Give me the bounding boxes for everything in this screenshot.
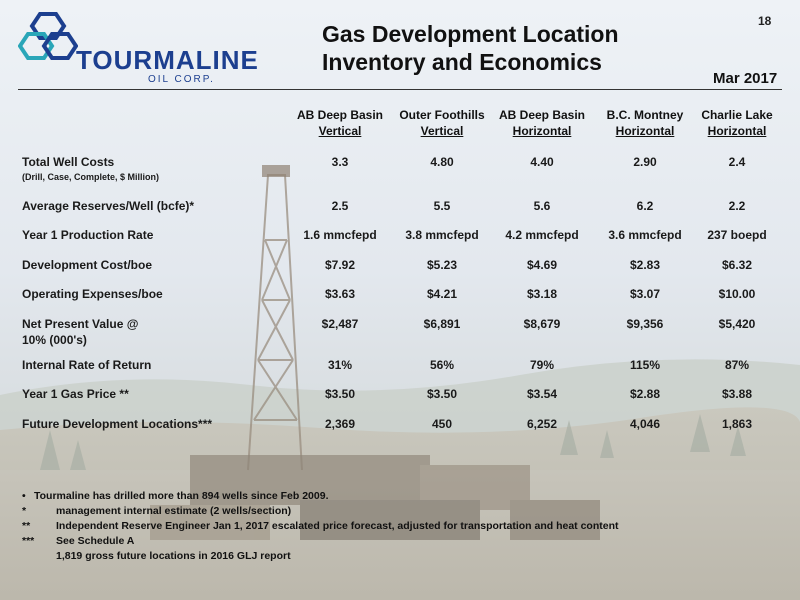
table-cell: 5.5 <box>433 199 451 213</box>
table-cell: $6,891 <box>423 317 461 331</box>
row-label: Internal Rate of Return <box>22 358 152 372</box>
table-row <box>22 286 782 316</box>
table-cell: $5.23 <box>426 258 458 272</box>
table-cell: 4.2 mmcfepd <box>505 228 579 242</box>
table-cell: 4.80 <box>430 155 454 169</box>
table-cell: $3.07 <box>629 287 661 301</box>
table-cell: 1.6 mmcfepd <box>303 228 377 242</box>
date-label: Mar 2017 <box>713 70 778 87</box>
table-cell: 87% <box>724 358 750 372</box>
table-cell: $3.88 <box>721 387 753 401</box>
footnote-text: Independent Reserve Engineer Jan 1, 2017 escalated price forecast, adjusted for transportation and heat content <box>56 520 619 532</box>
footnote-text: 1,819 gross future locations in 2016 GLJ report <box>56 550 291 562</box>
row-label: Average Reserves/Well (bcfe)* <box>22 199 195 213</box>
row-label-text: Total Well Costs <box>22 155 115 169</box>
column-header-line1: Outer Foothills <box>399 108 485 122</box>
table-cell: 3.8 mmcfepd <box>405 228 479 242</box>
table-cell: $6.32 <box>721 258 753 272</box>
column-header-line2: Horizontal <box>615 124 675 138</box>
row-label: Year 1 Production Rate <box>22 228 154 242</box>
row-label <box>22 154 159 184</box>
table-cell: 2,369 <box>324 417 356 431</box>
column-header-line2: Vertical <box>420 124 464 138</box>
table-cell: 2.5 <box>331 199 349 213</box>
table-cell: 237 boepd <box>707 228 767 242</box>
table-cell: 4,046 <box>629 417 661 431</box>
column-header-ab-deep-basin-vertical <box>290 107 390 139</box>
table-cell: $5,420 <box>718 317 756 331</box>
table-cell: 3.3 <box>331 155 349 169</box>
table-cell: $4.21 <box>426 287 458 301</box>
bullet-icon: • <box>22 490 26 502</box>
table-cell: 4.40 <box>530 155 554 169</box>
row-label: Year 1 Gas Price ** <box>22 387 129 401</box>
table-cell: 31% <box>327 358 353 372</box>
footnote-text: Tourmaline has drilled more than 894 wells since Feb 2009. <box>34 490 329 502</box>
footnote-1 <box>22 504 782 519</box>
column-header-line2: Horizontal <box>707 124 767 138</box>
title-line-1: Gas Development Location <box>322 21 619 47</box>
footnote-mark: * <box>22 505 27 517</box>
footnote-3-continued <box>22 549 782 564</box>
table-row <box>22 316 782 346</box>
row-label: Future Development Locations*** <box>22 417 213 431</box>
table-row <box>22 416 782 446</box>
title-line-2: Inventory and Economics <box>322 49 602 75</box>
table-cell: $2.88 <box>629 387 661 401</box>
table-cell: 450 <box>431 417 453 431</box>
table-cell: 1,863 <box>721 417 753 431</box>
table-cell: $2.83 <box>629 258 661 272</box>
column-header-line1: AB Deep Basin <box>296 108 384 122</box>
table-row <box>22 198 782 228</box>
column-header-line1: B.C. Montney <box>606 108 684 122</box>
footnote-bullet <box>22 489 782 504</box>
footnote-text: management internal estimate (2 wells/section) <box>56 505 292 517</box>
footnote-mark: *** <box>22 535 35 547</box>
company-subtitle: OIL CORP. <box>148 74 215 85</box>
column-header-charlie-lake-horizontal <box>687 107 787 139</box>
column-header-outer-foothills-vertical <box>392 107 492 139</box>
table-cell: $9,356 <box>626 317 664 331</box>
column-header-bc-montney-horizontal <box>595 107 695 139</box>
table-cell: 2.2 <box>728 199 746 213</box>
table-cell: $2,487 <box>321 317 359 331</box>
row-label <box>22 316 138 348</box>
column-header-line2: Horizontal <box>512 124 572 138</box>
row-label-text-line2: 10% (000's) <box>22 333 87 347</box>
footnote-text: See Schedule A <box>56 535 135 547</box>
table-cell: 2.4 <box>728 155 746 169</box>
row-label: Development Cost/boe <box>22 258 153 272</box>
page-number: 18 <box>758 14 772 28</box>
footnote-2 <box>22 519 782 534</box>
table-cell: 79% <box>529 358 555 372</box>
table-cell: 115% <box>629 358 661 372</box>
row-sublabel: (Drill, Case, Complete, $ Million) <box>22 172 160 182</box>
table-cell: $10.00 <box>718 287 756 301</box>
table-cell: $4.69 <box>526 258 558 272</box>
column-header-ab-deep-basin-horizontal <box>492 107 592 139</box>
column-header-line2: Vertical <box>318 124 362 138</box>
footnote-mark: ** <box>22 520 31 532</box>
table-cell: 6.2 <box>636 199 654 213</box>
table-cell: $7.92 <box>324 258 356 272</box>
row-label: Operating Expenses/boe <box>22 287 163 301</box>
table-cell: $3.18 <box>526 287 558 301</box>
table-cell: 56% <box>429 358 455 372</box>
table-cell: 2.90 <box>633 155 657 169</box>
table-cell: 6,252 <box>526 417 558 431</box>
table-row <box>22 227 782 257</box>
table-cell: $3.50 <box>426 387 458 401</box>
table-row <box>22 386 782 416</box>
company-name: TOURMALINE <box>76 45 259 75</box>
footnotes <box>22 489 782 564</box>
table-row <box>22 257 782 287</box>
table-row <box>22 154 782 184</box>
row-label-text: Net Present Value @ <box>22 317 139 331</box>
table-cell: $3.50 <box>324 387 356 401</box>
table-cell: 5.6 <box>533 199 551 213</box>
table-cell: $3.63 <box>324 287 356 301</box>
column-header-line1: Charlie Lake <box>701 108 773 122</box>
table-cell: 3.6 mmcfepd <box>608 228 682 242</box>
table-row <box>22 357 782 387</box>
table-cell: $3.54 <box>526 387 558 401</box>
footnote-3 <box>22 534 782 549</box>
column-header-line1: AB Deep Basin <box>498 108 586 122</box>
table-cell: $8,679 <box>523 317 561 331</box>
